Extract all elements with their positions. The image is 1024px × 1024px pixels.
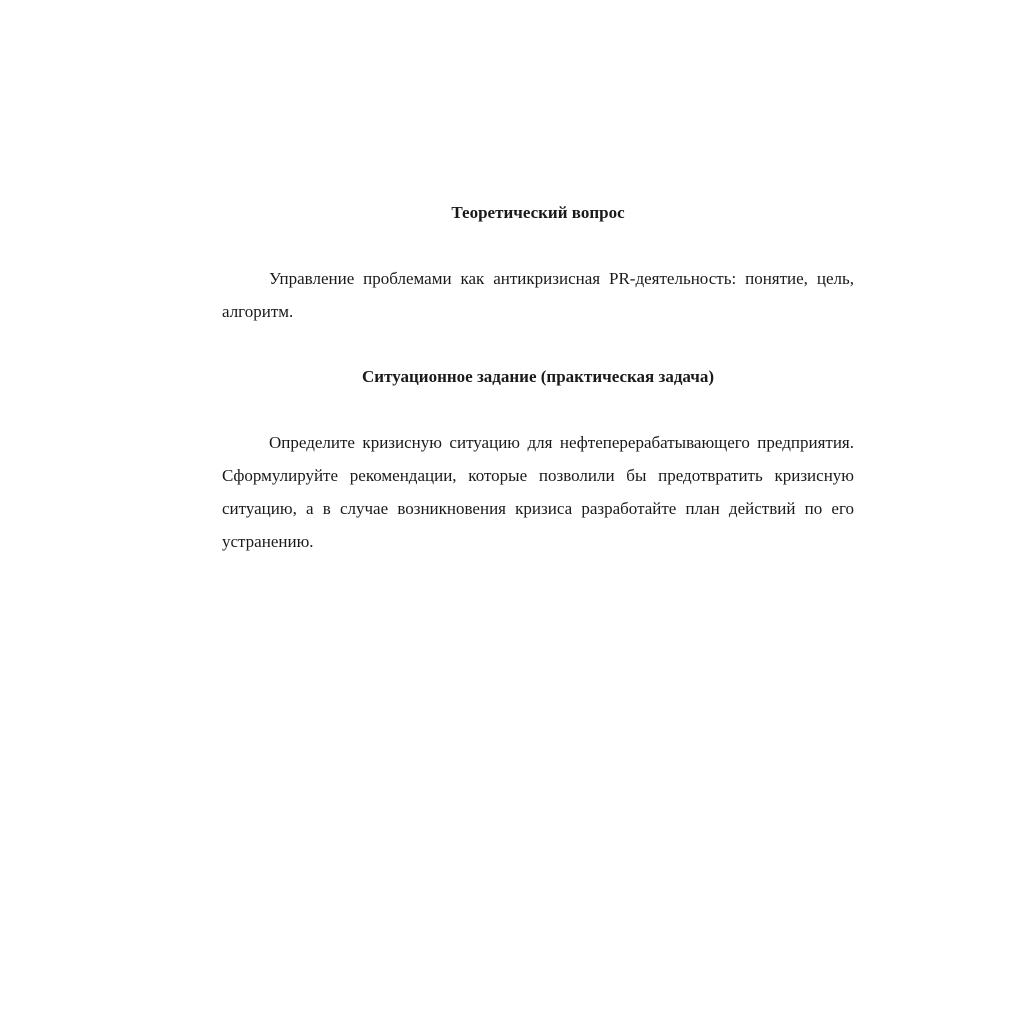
spacer [222,328,854,360]
section-heading-theory: Теоретический вопрос [451,203,625,222]
section-text-practice: Определите кризисную ситуацию для нефтеперерабатывающего предприятия. Сформулируйте рекомендации, которые позволили бы предотвратить кризисную ситуацию, а в случае возникновения кризиса разработайте план действий по его устранению. [222,433,854,551]
spacer [222,229,854,262]
section-heading-practice: Ситуационное задание (практическая задача) [362,367,714,386]
document-content [222,196,854,558]
spacer [222,393,854,426]
section-text-theory: Управление проблемами как антикризисная PR-деятельность: понятие, цель, алгоритм. [222,269,854,321]
